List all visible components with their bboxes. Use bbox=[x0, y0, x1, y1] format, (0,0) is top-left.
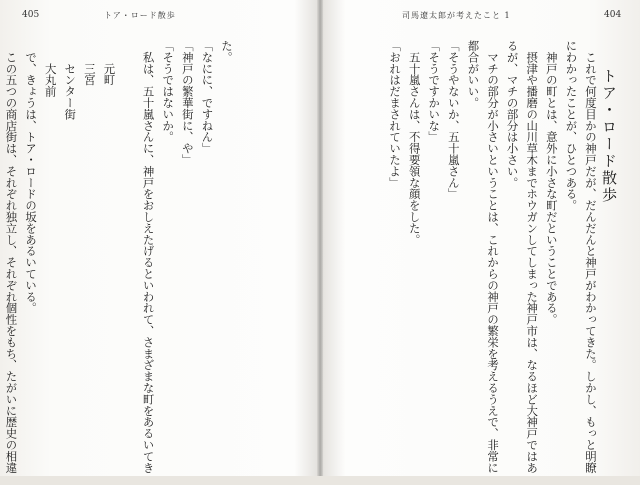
text-line bbox=[0, 40, 1, 460]
text-line: 三宮 bbox=[82, 40, 97, 86]
text-line bbox=[118, 40, 138, 460]
text-line: これで何度目かの神戸だが、だんだんと神戸がわかってきた。しかし、もっと明瞭 bbox=[584, 40, 598, 474]
body-text bbox=[344, 40, 600, 474]
running-header: 司馬遼太郎が考えたこと 1 bbox=[402, 11, 511, 20]
text-line: 五十嵐さんは、不得要領な顔をした。 bbox=[407, 40, 422, 246]
text-line: 「そうではないか。 bbox=[161, 40, 176, 143]
text-line: 「そうやないか、五十嵐さん」 bbox=[446, 40, 461, 200]
text-line: 元町 bbox=[102, 40, 117, 86]
running-header: トア・ロード散歩 bbox=[104, 11, 176, 20]
page-number: 404 bbox=[604, 10, 622, 20]
text-line: 「なにに、ですねん」 bbox=[200, 40, 215, 154]
text-line: 摂津や播磨の山川草木までホウガンしてしまった神戸市は、なるほど大神戸ではあ bbox=[525, 40, 540, 474]
text-line: るが、マチの部分は小さい。 bbox=[505, 40, 520, 189]
text-line: 私は、五十嵐さんに、神戸をおしえたげるといわれて、さまざまな町をあるいてき bbox=[141, 40, 156, 474]
left-page bbox=[0, 0, 318, 476]
text-line: 「神戸の繁華街に、や」 bbox=[180, 40, 195, 166]
text-line: 都合がいい。 bbox=[466, 40, 481, 109]
text-line: にわかったことが、ひとつある。 bbox=[564, 40, 579, 211]
text-line: 大丸前 bbox=[43, 40, 58, 97]
body-text bbox=[4, 40, 236, 474]
text-line: マチの部分が小さいということは、これからの神戸の繁栄を考えるうえで、非常に bbox=[486, 40, 501, 474]
right-page bbox=[322, 0, 640, 476]
text-line: この五つの商店街は、それぞれ独立し、それぞれ個性をもち、たがいに歴史の相違 bbox=[4, 40, 19, 474]
text-line: で、きょうは、トア・ロードの坂をあるいている。 bbox=[24, 40, 39, 314]
text-line: センター街 bbox=[63, 40, 78, 120]
text-line: 「おれはだまされていたよ」 bbox=[388, 40, 403, 189]
text-line: た。 bbox=[220, 40, 234, 63]
text-line: 「そうですかいな」 bbox=[427, 40, 442, 143]
chapter-title: トア・ロード散歩 bbox=[600, 68, 618, 204]
text-line: 神戸の町とは、意外に小さな町だということである。 bbox=[544, 40, 559, 325]
page-number: 405 bbox=[22, 10, 40, 20]
